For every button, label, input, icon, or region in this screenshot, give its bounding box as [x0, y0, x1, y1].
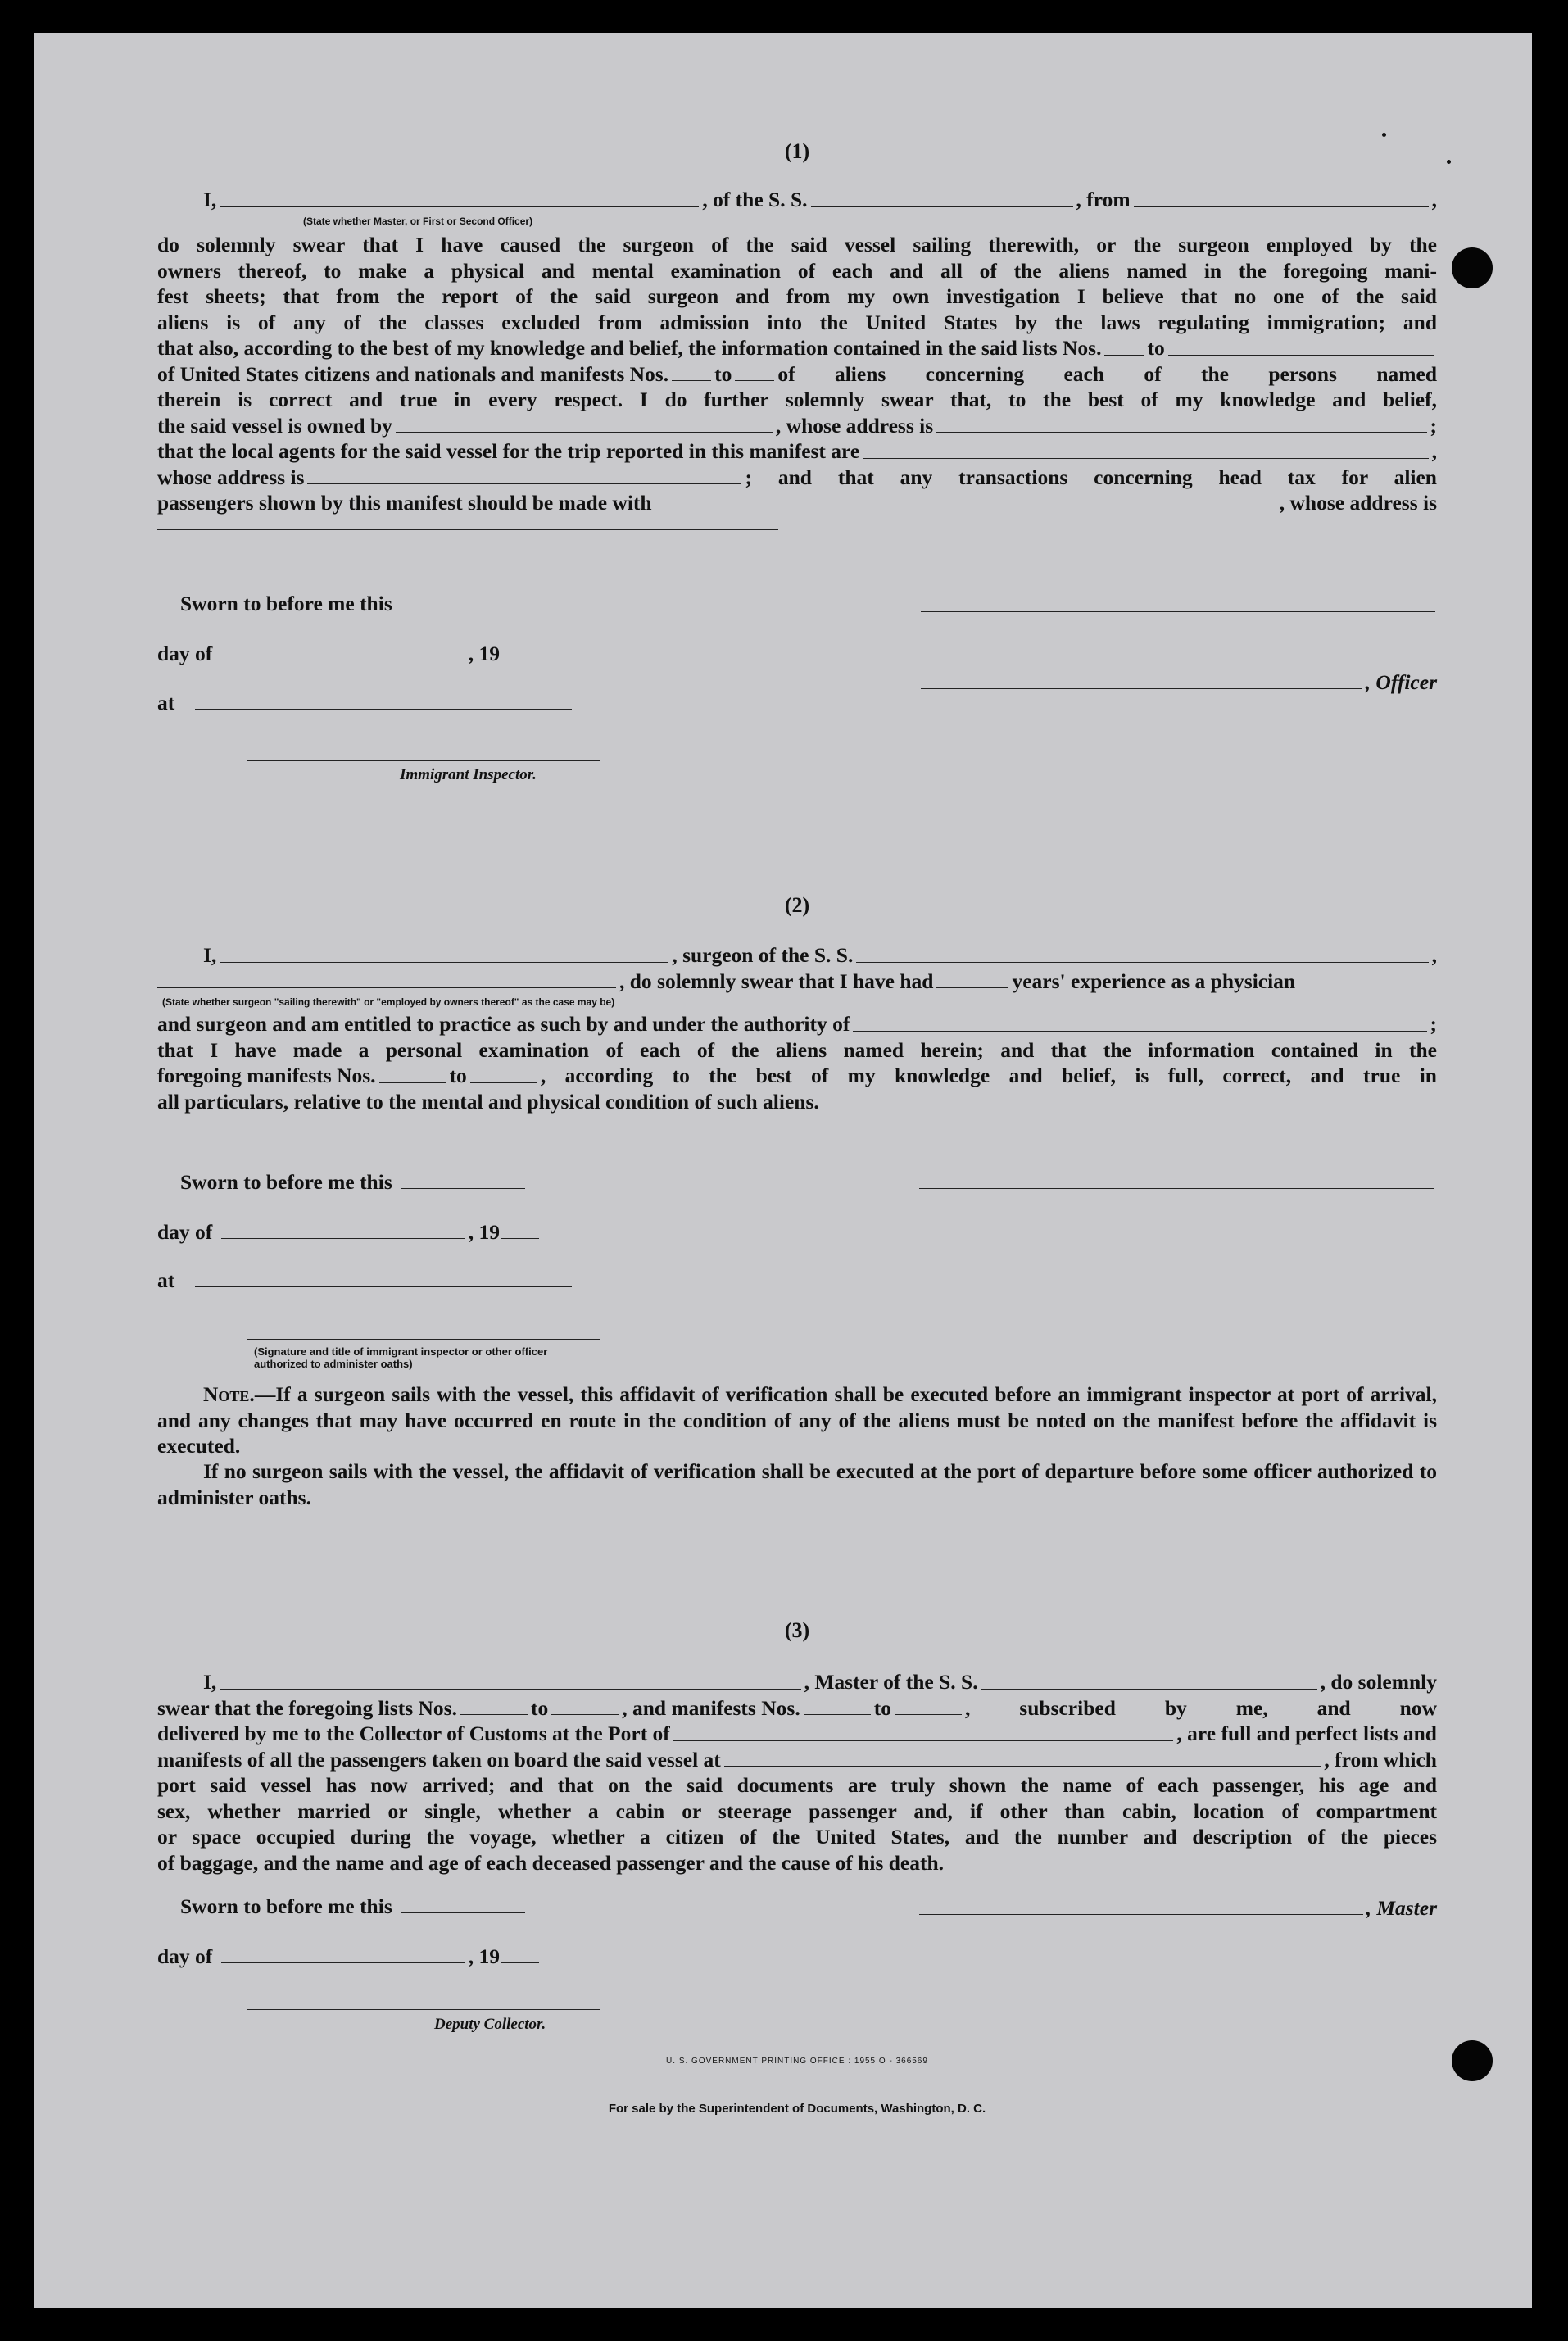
master-vessel-field[interactable] [981, 1688, 1317, 1690]
section-2-oath: I, , surgeon of the S. S. , , do solemnly swear that I have had years' experience as a physician (State whether surgeon "sailing therewith" or "employed by owners thereof" as the case may be) and surgeon and am entitled to practice as such by and under the authority of ; that I have made a personal examination of each of the aliens named herein; and that the information contained in the foregoing manifests Nos. to , according to the best of my knowledge and belief, is full, correct, and true in all particulars, relative to the mental and physical condition of such aliens. [157, 943, 1437, 1114]
authority-field[interactable] [853, 1030, 1426, 1032]
day-of-field-3[interactable] [221, 1962, 465, 1963]
section-2-at: at [157, 1268, 575, 1293]
officer-signature-line[interactable] [921, 611, 1435, 612]
collector-label: Deputy Collector. [434, 2016, 546, 2033]
master-signature-line[interactable] [919, 1913, 1363, 1915]
lists-to-field[interactable] [551, 1713, 619, 1715]
head-tax-party-field[interactable] [655, 509, 1276, 510]
punch-hole [1452, 2040, 1493, 2081]
sworn-date-field-2[interactable] [401, 1187, 525, 1189]
form-page [34, 33, 1532, 2308]
day-of-field-2[interactable] [221, 1237, 465, 1239]
note-paragraph: Note.—If a surgeon sails with the vessel, this affidavit of verification shall be executed before an immigrant inspector at port of arrival, and any changes that may have occurred en route in the condition of any of the aliens must be noted on the manifest before the affidavit is executed. [157, 1382, 1437, 1458]
signature-caption: (Signature and title of immigrant inspector or other officer authorized to administer oaths) [254, 1345, 548, 1370]
section-1-at: at [157, 691, 575, 715]
section-3-sworn: Sworn to before me this [180, 1894, 528, 1919]
officer-caption: (State whether Master, or First or Second Officer) [303, 215, 533, 227]
section-1-number: (1) [784, 139, 810, 163]
printing-office-line: U. S. GOVERNMENT PRINTING OFFICE : 1955 O - 366569 [666, 2057, 928, 2066]
port-field[interactable] [673, 1740, 1174, 1741]
officer-title-field[interactable] [921, 687, 1362, 689]
section-3-master: , Master [919, 1896, 1437, 1921]
officer-name-field[interactable] [220, 206, 699, 207]
surgeon-vessel-field[interactable] [856, 961, 1428, 963]
section-3-day: day of , 19 [157, 1944, 542, 1969]
section-1-body: do solemnly swear that I have caused the surgeon of the said vessel sailing therewith, or the surgeon employed by the owners thereof, to make a physical and mental examination of each and all of the aliens named in the foregoing mani- fest sheets; that from the report of the said surgeon and from my own investigation I believe that no one of the said aliens is of any of the classes excluded from admission into the United States by the laws regulating immigration; and that also, according to the best of my knowledge and belief, the information contained in the said lists Nos. to of United States citizens and nationals and manifests Nos. to of aliens concerning each of the persons named therein is correct and true in every respect. I do further solemnly swear that, to the best of my knowledge and belief, the said vessel is owned by , whose address is ; that the local agents for the said vessel for the trip reported in this manifest are , whose address is ; and that any transactions concerning head tax for alien passengers shown by this manifest should be made with , whose address is [157, 232, 1437, 536]
collector-signature-line[interactable] [247, 2009, 600, 2010]
surgeon-caption: (State whether surgeon "sailing therewith" or "employed by owners thereof" as the case may be) [162, 996, 615, 1008]
years-experience-field[interactable] [936, 987, 1008, 988]
section-1-officer: , Officer [921, 670, 1437, 695]
section-1-oath-header: I, , of the S. S. , from , (State whether Master, or First or Second Officer) [157, 187, 1437, 234]
year-field[interactable] [501, 659, 539, 660]
surgeon-name-field[interactable] [220, 961, 668, 963]
owner-address-field[interactable] [936, 431, 1426, 433]
surgeon-status-field[interactable] [157, 987, 616, 988]
day-of-field[interactable] [221, 659, 465, 660]
inspector-label: Immigrant Inspector. [400, 766, 537, 783]
agents-address-field[interactable] [307, 483, 741, 484]
section-2-sworn: Sworn to before me this [180, 1170, 528, 1195]
manifest-to-field[interactable] [735, 379, 774, 381]
surgeon-manifest-to-field[interactable] [470, 1082, 537, 1083]
note-paragraph-2: If no surgeon sails with the vessel, the affidavit of verification shall be executed at the port of departure before some officer authorized to administer oaths. [157, 1459, 1437, 1509]
sale-notice: For sale by the Superintendent of Documents, Washington, D. C. [608, 2102, 986, 2116]
embarkation-field[interactable] [724, 1765, 1321, 1767]
head-tax-address-field[interactable] [157, 529, 778, 530]
manifests-from-field[interactable] [804, 1713, 871, 1715]
list-number-from-field[interactable] [1104, 354, 1144, 356]
punch-hole [1452, 247, 1493, 288]
section-3-oath: I, , Master of the S. S. , do solemnly swear that the foregoing lists Nos. to , and manifests Nos. to , subscribed by me, and now delivered by me to the Collector of Customs at the Port of , are full and perfect lists and manifests of all the passengers taken on board the said vessel at , from which port said vessel has now arrived; and that on the said documents are truly shown the name of each passenger, his age and sex, whether married or single, whether a cabin or steerage passenger and, if other than cabin, location of compartment or space occupied during the voyage, whether a citizen of the United States, and the number and description of the pieces of baggage, and the name and age of each deceased passenger and the cause of his death. [157, 1670, 1437, 1875]
at-place-field[interactable] [195, 708, 572, 710]
port-from-field[interactable] [1134, 206, 1429, 207]
speck [1447, 160, 1451, 164]
section-3-number: (3) [784, 1618, 810, 1642]
sworn-date-field-3[interactable] [401, 1912, 525, 1913]
sworn-date-field[interactable] [401, 609, 525, 610]
lists-from-field[interactable] [460, 1713, 528, 1715]
list-number-to-field[interactable] [1168, 354, 1434, 356]
section-2-day: day of , 19 [157, 1220, 542, 1245]
section-1-day: day of , 19 [157, 642, 542, 666]
surgeon-manifest-from-field[interactable] [379, 1082, 446, 1083]
inspector-signature-line[interactable] [247, 760, 600, 761]
manifest-from-field[interactable] [672, 379, 711, 381]
vessel-name-field[interactable] [811, 206, 1073, 207]
master-name-field[interactable] [220, 1688, 800, 1690]
manifests-to-field[interactable] [895, 1713, 962, 1715]
local-agents-field[interactable] [863, 457, 1428, 459]
year-field-3[interactable] [501, 1962, 539, 1963]
section-1-sworn: Sworn to before me this [180, 592, 528, 616]
owner-field[interactable] [396, 431, 773, 433]
surgeon-signature-line[interactable] [919, 1188, 1434, 1189]
section-2-number: (2) [784, 893, 810, 917]
speck [1382, 133, 1386, 137]
authorized-signature-line[interactable] [247, 1339, 600, 1340]
year-field-2[interactable] [501, 1237, 539, 1239]
at-place-field-2[interactable] [195, 1286, 572, 1287]
